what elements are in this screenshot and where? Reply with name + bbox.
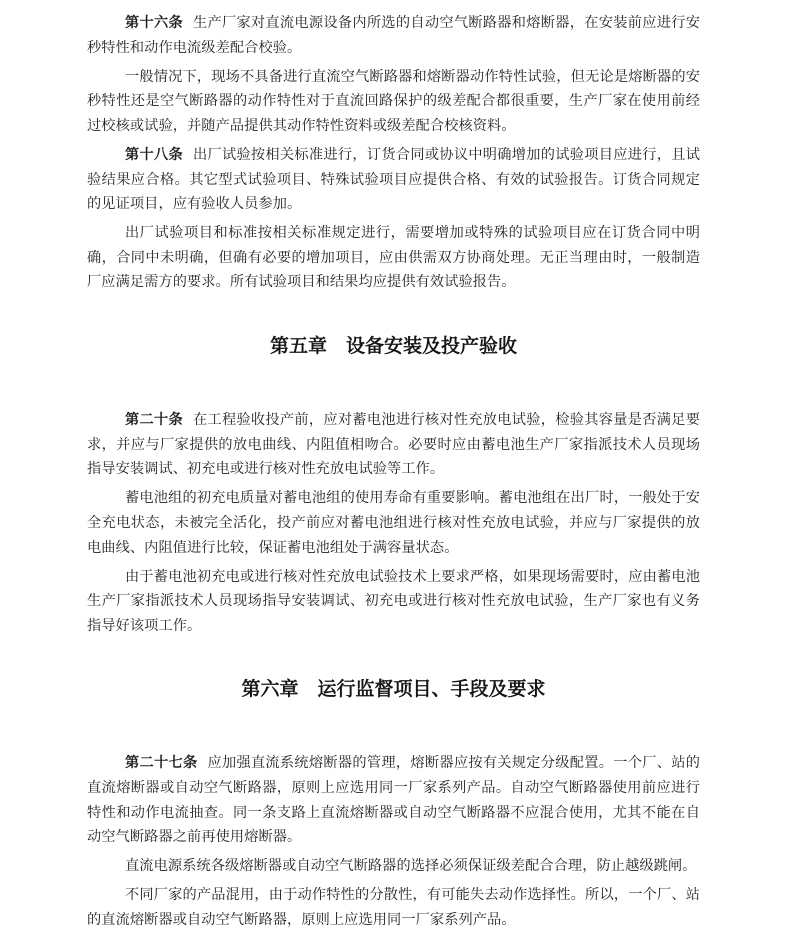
article-20-label: 第二十条 bbox=[125, 412, 183, 429]
paragraph-battery-guidance-text: 由于蓄电池初充电或进行核对性充放电试验技术上要求严格，如果现场需要时，应由蓄电池生产厂家指派技术人员现场指导安装调试、初充电或进行核对性充放电试验，生产厂家也有义务指导好该项工作。 bbox=[87, 568, 700, 634]
article-20-text: 在工程验收投产前，应对蓄电池进行核对性充放电试验，检验其容量是否满足要求，并应与厂家提供的放电曲线、内阻值相吻合。必要时应由蓄电池生产厂家指派技术人员现场指导安装调试、初充电或进行核对性充放电试验等工作。 bbox=[87, 412, 700, 478]
paragraph-fuse-selection-text: 直流电源系统各级熔断器或自动空气断路器的选择必须保证级差配合合理，防止越级跳闸。 bbox=[125, 858, 697, 875]
paragraph-factory-test bbox=[87, 221, 700, 295]
paragraph-general-case bbox=[87, 65, 700, 139]
article-27-label: 第二十七条 bbox=[125, 755, 198, 772]
article-16-label: 第十六条 bbox=[125, 15, 183, 31]
paragraph-mixed-products-text: 不同厂家的产品混用，由于动作特性的分散性，有可能失去动作选择性。所以，一个厂、站的直流熔断器或自动空气断路器，原则上应选用同一厂家系列产品。 bbox=[87, 887, 700, 928]
paragraph-battery-initial-charge-text: 蓄电池组的初充电质量对蓄电池组的使用寿命有重要影响。蓄电池组在出厂时，一般处于安全充电状态，未被完全活化，投产前应对蓄电池组进行核对性充放电试验，并应与厂家提供的放电曲线、内阻值进行比较，保证蓄电池组处于满容量状态。 bbox=[87, 490, 700, 556]
paragraph-battery-initial-charge bbox=[87, 486, 700, 560]
paragraph-factory-test-text: 出厂试验项目和标准按相关标准规定进行，需要增加或特殊的试验项目应在订货合同中明确，合同中未明确，但确有必要的增加项目，应由供需双方协商处理。无正当理由时，一般制造厂应满足需方的要求。所有试验项目和结果均应提供有效试验报告。 bbox=[87, 225, 700, 291]
chapter-5-heading: 第五章 设备安装及投产验收 bbox=[269, 336, 517, 358]
article-16-text: 生产厂家对直流电源设备内所选的自动空气断路器和熔断器，在安装前应进行安秒特性和动作电流级差配合校验。 bbox=[87, 15, 700, 56]
paragraph-mixed-products bbox=[87, 883, 700, 932]
article-18-label: 第十八条 bbox=[125, 146, 183, 163]
paragraph-article-27 bbox=[87, 751, 700, 849]
paragraph-article-16 bbox=[87, 11, 700, 60]
paragraph-article-18 bbox=[87, 143, 700, 217]
paragraph-article-20 bbox=[87, 408, 700, 482]
paragraph-battery-guidance bbox=[87, 565, 700, 639]
article-27-text: 应加强直流系统熔断器的管理，熔断器应按有关规定分级配置。一个厂、站的直流熔断器或自动空气断路器，原则上应选用同一厂家系列产品。自动空气断路器使用前应进行特性和动作电流抽查。同一条支路上直流熔断器或自动空气断路器不应混合使用，尤其不能在自动空气断路器之前再使用熔断器。 bbox=[87, 755, 700, 846]
paragraph-general-case-text: 一般情况下，现场不具备进行直流空气断路器和熔断器动作特性试验，但无论是熔断器的安秒特性还是空气断路器的动作特性对于直流回路保护的级差配合都很重要，生产厂家在使用前经过校核或试验，并随产品提供其动作特性资料或级差配合校核资料。 bbox=[87, 68, 700, 134]
chapter-6-heading: 第六章 运行监督项目、手段及要求 bbox=[241, 679, 546, 701]
article-18-text: 出厂试验按相关标准进行，订货合同或协议中明确增加的试验项目应进行，且试验结果应合格。其它型式试验项目、特殊试验项目应提供合格、有效的试验报告。订货合同规定的见证项目，应有验收人员参加。 bbox=[87, 146, 700, 213]
paragraph-fuse-selection bbox=[87, 854, 700, 879]
